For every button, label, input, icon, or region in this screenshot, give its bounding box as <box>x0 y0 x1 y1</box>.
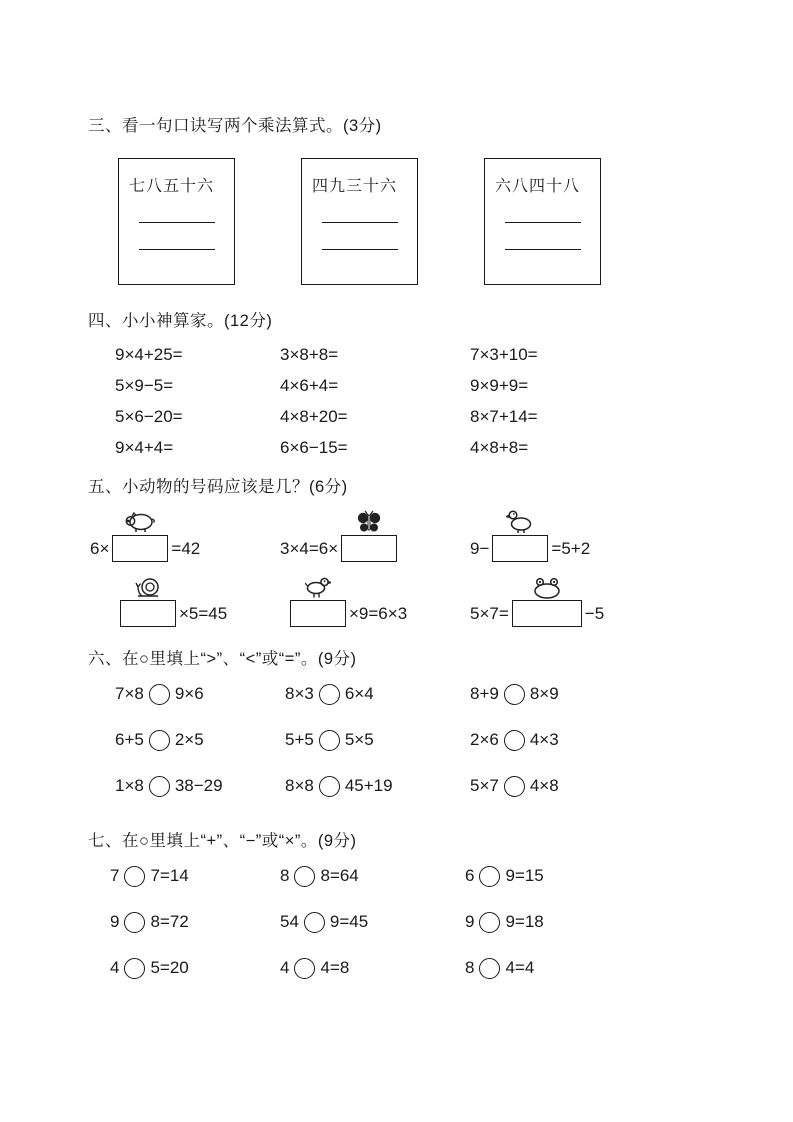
animal-problem-bird <box>287 600 470 627</box>
recite-text: 四九三十六 <box>312 178 398 195</box>
operator-problem <box>465 958 723 979</box>
calc-problem[interactable]: 5×6−20= <box>115 407 183 426</box>
expression-left: 4 <box>110 958 120 977</box>
expression-right: 5×5 <box>344 730 374 749</box>
animal-problem-butterfly <box>280 535 470 562</box>
compare-problem <box>115 730 285 751</box>
expression-left: 54 <box>280 912 299 931</box>
answer-line[interactable] <box>322 249 398 250</box>
operator-circle[interactable] <box>124 958 145 979</box>
pig-icon <box>124 510 156 534</box>
expression-left: 8 <box>465 958 475 977</box>
answer-box[interactable] <box>112 535 168 562</box>
expression-right: 38−29 <box>174 776 223 795</box>
expression-right: 9=45 <box>329 912 369 931</box>
expression-left: 8 <box>280 866 290 885</box>
expression-left: 2×6 <box>470 730 499 749</box>
compare-problem <box>470 684 723 705</box>
expression-right: 8=64 <box>320 866 359 885</box>
answer-line[interactable] <box>139 249 215 250</box>
expression-left: 5+5 <box>285 730 314 749</box>
animal-row-1 <box>90 497 723 562</box>
expression-left: 5×7= <box>470 603 509 623</box>
operator-problem <box>110 866 280 887</box>
expression-left: 8×3 <box>285 684 314 703</box>
expression-left: 4 <box>280 958 290 977</box>
recite-box-1 <box>118 158 235 285</box>
expression-left: 3×4=6× <box>280 538 339 558</box>
calc-problem[interactable]: 3×8+8= <box>280 345 339 364</box>
section-6-title: 六、在○里填上“>”、“<”或“=”。(9分) <box>88 650 357 668</box>
section-3-title: 三、看一句口诀写两个乘法算式。(3分) <box>88 117 382 135</box>
operator-problem <box>465 866 723 887</box>
section-6-compare <box>88 645 723 809</box>
operator-circle[interactable] <box>479 958 500 979</box>
operator-problem <box>280 912 465 933</box>
section-3-recite <box>88 112 723 285</box>
expression-right: 8×9 <box>529 684 559 703</box>
comparison-circle[interactable] <box>319 776 340 797</box>
animal-row-2 <box>90 562 723 627</box>
compare-problem <box>115 684 285 705</box>
calc-problem[interactable]: 4×8+8= <box>470 438 529 457</box>
expression-right: 9×6 <box>174 684 204 703</box>
recite-boxes-row <box>118 158 723 285</box>
comparison-circle[interactable] <box>149 730 170 751</box>
calc-problem[interactable]: 5×9−5= <box>115 376 174 395</box>
answer-line[interactable] <box>505 222 581 223</box>
recite-box-3 <box>484 158 601 285</box>
compare-problem <box>285 730 470 751</box>
section-5-animals <box>88 473 723 627</box>
expression-left: 9 <box>465 912 475 931</box>
recite-box-2 <box>301 158 418 285</box>
answer-box[interactable] <box>290 600 346 627</box>
compare-problem <box>285 684 470 705</box>
expression-right: 4×8 <box>529 776 559 795</box>
animal-problem-snail <box>117 600 280 627</box>
calc-grid <box>115 339 723 463</box>
snail-icon <box>134 575 162 599</box>
expression-left: 9− <box>470 538 490 558</box>
recite-text: 七八五十六 <box>129 178 215 195</box>
comparison-circle[interactable] <box>504 776 525 797</box>
expression-left: 6 <box>465 866 475 885</box>
answer-box[interactable] <box>120 600 176 627</box>
expression-left: 5×7 <box>470 776 499 795</box>
comparison-circle[interactable] <box>319 730 340 751</box>
calc-problem[interactable]: 9×4+4= <box>115 438 174 457</box>
calc-problem[interactable]: 9×4+25= <box>115 345 183 364</box>
expression-right: =5+2 <box>551 538 591 558</box>
section-4-title: 四、小小神算家。(12分) <box>88 312 273 330</box>
section-7-operator <box>88 827 723 991</box>
operator-grid <box>110 853 723 991</box>
section-5-title: 五、小动物的号码应该是几？(6分) <box>88 478 348 496</box>
operator-circle[interactable] <box>479 912 500 933</box>
expression-right: 4=8 <box>320 958 350 977</box>
answer-line[interactable] <box>322 222 398 223</box>
expression-left: 7 <box>110 866 120 885</box>
animal-problem-duck <box>470 535 723 562</box>
answer-box[interactable] <box>512 600 582 627</box>
expression-left: 7×8 <box>115 684 144 703</box>
calc-problem[interactable]: 7×3+10= <box>470 345 538 364</box>
operator-circle[interactable] <box>294 866 315 887</box>
expression-left: 8+9 <box>470 684 499 703</box>
expression-right: 5=20 <box>150 958 189 977</box>
operator-circle[interactable] <box>294 958 315 979</box>
calc-problem[interactable]: 6×6−15= <box>280 438 348 457</box>
frog-icon <box>531 577 563 599</box>
expression-right: 6×4 <box>344 684 374 703</box>
answer-line[interactable] <box>505 249 581 250</box>
comparison-circle[interactable] <box>504 730 525 751</box>
expression-right: 8=72 <box>150 912 189 931</box>
expression-right: ×9=6×3 <box>349 603 408 623</box>
expression-right: 4×3 <box>529 730 559 749</box>
expression-left: 6× <box>90 538 110 558</box>
bird-icon <box>305 575 331 599</box>
comparison-circle[interactable] <box>149 776 170 797</box>
expression-right: =42 <box>171 538 201 558</box>
recite-text: 六八四十八 <box>495 178 581 195</box>
expression-right: 9=15 <box>505 866 544 885</box>
calc-problem[interactable]: 8×7+14= <box>470 407 538 426</box>
expression-left: 1×8 <box>115 776 144 795</box>
expression-right: 2×5 <box>174 730 204 749</box>
compare-grid <box>115 671 723 809</box>
butterfly-icon <box>356 510 382 534</box>
comparison-circle[interactable] <box>149 684 170 705</box>
comparison-circle[interactable] <box>319 684 340 705</box>
operator-problem <box>280 866 465 887</box>
animal-problem-frog <box>470 600 723 627</box>
operator-problem <box>280 958 465 979</box>
operator-circle[interactable] <box>304 912 325 933</box>
compare-problem <box>285 776 470 797</box>
operator-circle[interactable] <box>124 866 145 887</box>
answer-box[interactable] <box>341 535 397 562</box>
expression-right: 9=18 <box>505 912 544 931</box>
expression-left: 6+5 <box>115 730 144 749</box>
expression-left: 8×8 <box>285 776 314 795</box>
answer-box[interactable] <box>492 535 548 562</box>
answer-line[interactable] <box>139 222 215 223</box>
comparison-circle[interactable] <box>504 684 525 705</box>
compare-problem <box>115 776 285 797</box>
operator-circle[interactable] <box>124 912 145 933</box>
expression-right: 7=14 <box>150 866 189 885</box>
operator-problem <box>465 912 723 933</box>
expression-right: 4=4 <box>505 958 535 977</box>
compare-problem <box>470 730 723 751</box>
operator-circle[interactable] <box>479 866 500 887</box>
expression-right: −5 <box>584 603 605 623</box>
operator-problem <box>110 912 280 933</box>
section-7-title: 七、在○里填上“+”、“−”或“×”。(9分) <box>88 832 357 850</box>
expression-right: ×5=45 <box>179 603 228 623</box>
operator-problem <box>110 958 280 979</box>
calc-problem[interactable]: 4×6+4= <box>280 376 339 395</box>
compare-problem <box>470 776 723 797</box>
section-4-calculations <box>88 307 723 463</box>
expression-left: 9 <box>110 912 120 931</box>
expression-right: 45+19 <box>344 776 393 795</box>
calc-problem[interactable]: 9×9+9= <box>470 376 529 395</box>
duck-icon <box>506 508 534 534</box>
animal-problem-pig <box>90 535 280 562</box>
calc-problem[interactable]: 4×8+20= <box>280 407 348 426</box>
